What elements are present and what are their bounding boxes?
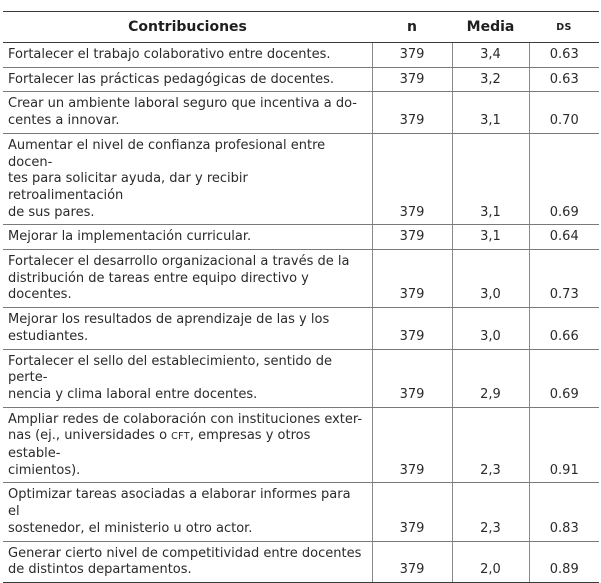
contribucion-cell <box>3 133 372 225</box>
header-n: n <box>372 12 452 43</box>
header-contribuciones: Contribuciones <box>3 12 372 43</box>
media-cell: 3,2 <box>452 67 529 92</box>
table-header <box>3 12 599 43</box>
table-row <box>3 250 599 308</box>
contribucion-text: Fortalecer el trabajo colaborativo entre docentes. <box>8 47 331 62</box>
contribucion-text: Optimizar tareas asociadas a elaborar informes para el sostenedor, el ministerio u otro actor. <box>8 487 351 536</box>
n-cell: 379 <box>372 67 452 92</box>
contribucion-text: Aumentar el nivel de confianza profesional entre docen- tes para solicitar ayuda, dar y recibir retroalimentación de sus pares. <box>8 137 326 220</box>
contribucion-text: Fortalecer el sello del establecimiento, sentido de perte- nencia y clima laboral entre docentes. <box>8 353 333 402</box>
ds-cell: 0.64 <box>529 225 599 250</box>
n-cell: 379 <box>372 483 452 541</box>
n-cell: 379 <box>372 308 452 349</box>
ds-cell: 0.69 <box>529 349 599 407</box>
media-cell: 2,3 <box>452 407 529 483</box>
media-cell: 2,3 <box>452 483 529 541</box>
contributions-table <box>3 11 599 583</box>
contribucion-text: Fortalecer el desarrollo organizacional a través de la distribución de tareas entre equipo directivo y docentes. <box>8 254 350 303</box>
header-media: Media <box>452 12 529 43</box>
media-cell: 3,0 <box>452 308 529 349</box>
n-cell: 379 <box>372 133 452 225</box>
n-cell: 379 <box>372 92 452 133</box>
contribucion-text-part: Ampliar redes de colaboración con instituciones exter- nas (ej., universidades o <box>8 411 363 444</box>
cft-abbreviation: CFT <box>171 431 190 443</box>
ds-cell: 0.73 <box>529 250 599 308</box>
table-row <box>3 308 599 349</box>
media-cell: 2,9 <box>452 349 529 407</box>
contribucion-cell <box>3 349 372 407</box>
ds-cell: 0.63 <box>529 67 599 92</box>
contribucion-cell <box>3 92 372 133</box>
contribucion-text: Mejorar los resultados de aprendizaje de las y los estudiantes. <box>8 312 330 344</box>
n-cell: 379 <box>372 43 452 68</box>
table-row <box>3 133 599 225</box>
contribucion-text: Mejorar la implementación curricular. <box>8 229 252 245</box>
contribucion-cell <box>3 43 372 68</box>
ds-cell: 0.63 <box>529 43 599 68</box>
table-row <box>3 225 599 250</box>
contribucion-cell <box>3 250 372 308</box>
contribucion-text: Generar cierto nivel de competitividad entre docentes de distintos departamentos. <box>8 545 362 578</box>
n-cell: 379 <box>372 349 452 407</box>
header-ds: DS <box>529 12 599 43</box>
contribucion-text: Fortalecer las prácticas pedagógicas de docentes. <box>8 71 335 87</box>
table-row <box>3 407 599 483</box>
contribucion-cell <box>3 67 372 92</box>
contribucion-cell <box>3 225 372 250</box>
contribucion-text-part: , empresas y otros estable- cimientos). <box>8 428 311 478</box>
table-row <box>3 541 599 582</box>
media-cell: 3,1 <box>452 225 529 250</box>
contribucion-text: Crear un ambiente laboral seguro que incentiva a do- centes a innovar. <box>8 96 357 129</box>
ds-cell: 0.70 <box>529 92 599 133</box>
table-row <box>3 92 599 133</box>
ds-cell: 0.69 <box>529 133 599 225</box>
n-cell: 379 <box>372 225 452 250</box>
n-cell: 379 <box>372 407 452 483</box>
n-cell: 379 <box>372 541 452 582</box>
contribucion-cell <box>3 407 372 483</box>
ds-cell: 0.91 <box>529 407 599 483</box>
table-body <box>3 43 599 583</box>
table-row <box>3 67 599 92</box>
ds-cell: 0.83 <box>529 483 599 541</box>
media-cell: 3,1 <box>452 92 529 133</box>
table-row <box>3 483 599 541</box>
n-cell: 379 <box>372 250 452 308</box>
media-cell: 3,1 <box>452 133 529 225</box>
media-cell: 3,4 <box>452 43 529 68</box>
table-row <box>3 349 599 407</box>
header-row <box>3 12 599 43</box>
contribucion-cell <box>3 308 372 349</box>
media-cell: 3,0 <box>452 250 529 308</box>
contribucion-cell <box>3 483 372 541</box>
ds-cell: 0.66 <box>529 308 599 349</box>
table-row <box>3 43 599 68</box>
contribucion-cell <box>3 541 372 582</box>
ds-cell: 0.89 <box>529 541 599 582</box>
media-cell: 2,0 <box>452 541 529 582</box>
